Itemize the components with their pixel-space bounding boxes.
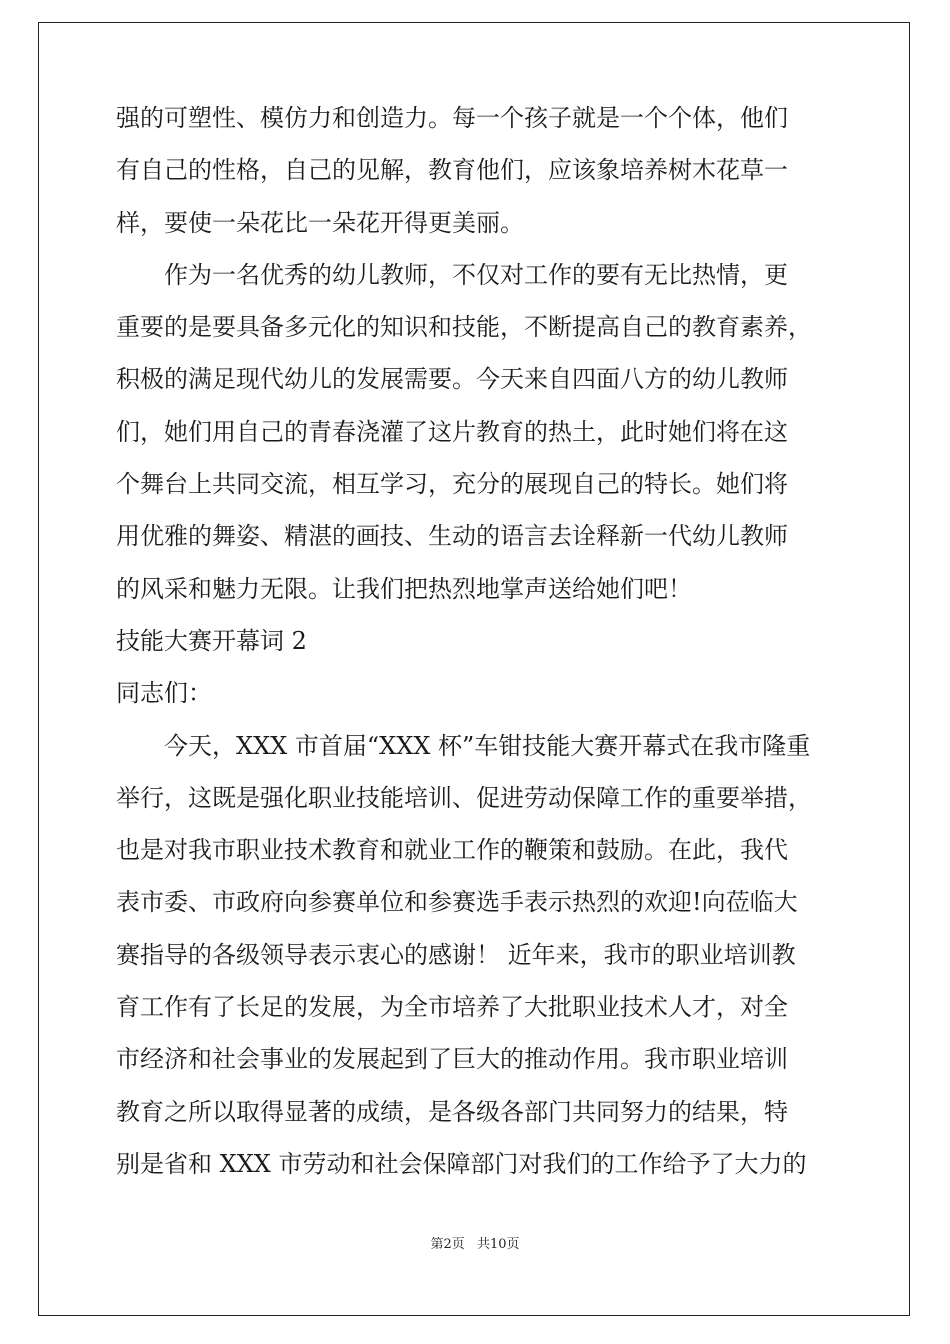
text-line: 用优雅的舞姿、精湛的画技、生动的语言去诠释新一代幼儿教师 [116,522,788,551]
document-body [116,96,836,1194]
page-footer [0,1233,950,1252]
text-line: 同志们： [116,679,212,708]
text-line: 赛指导的各级领导表示衷心的感谢！ 近年来，我市的职业培训教 [116,940,796,969]
text-line: 市经济和社会事业的发展起到了巨大的推动作用。我市职业培训 [116,1045,788,1074]
text-line: 表市委、市政府向参赛单位和参赛选手表示热烈的欢迎!向莅临大 [116,888,798,917]
text-line: 别是省和 XXX 市劳动和社会保障部门对我们的工作给予了大力的 [116,1149,807,1178]
page-total: 共10页 [476,1237,520,1252]
text-line: 有自己的性格，自己的见解，教育他们，应该象培养树木花草一 [116,156,788,185]
text-line: 们，她们用自己的青春浇灌了这片教育的热土，此时她们将在这 [116,417,788,446]
text-line: 举行，这既是强化职业技能培训、促进劳动保障工作的重要举措， [116,783,812,812]
text-line: 样，要使一朵花比一朵花开得更美丽。 [116,208,524,237]
text-line: 今天，XXX 市首届“XXX 杯”车钳技能大赛开幕式在我市隆重 [164,731,811,760]
page-number: 第2页 [430,1237,465,1252]
text-line: 积极的满足现代幼儿的发展需要。今天来自四面八方的幼儿教师 [116,365,788,394]
text-line: 教育之所以取得显著的成绩，是各级各部门共同努力的结果，特 [116,1097,788,1126]
text-line: 育工作有了长足的发展，为全市培养了大批职业技术人才，对全 [116,993,788,1022]
text-line: 的风采和魅力无限。让我们把热烈地掌声送给她们吧！ [116,574,692,603]
text-line: 技能大赛开幕词 2 [116,626,307,655]
text-line: 也是对我市职业技术教育和就业工作的鞭策和鼓励。在此，我代 [116,836,788,865]
text-line: 强的可塑性、模仿力和创造力。每一个孩子就是一个个体，他们 [116,104,788,132]
text-line: 个舞台上共同交流，相互学习，充分的展现自己的特长。她们将 [116,470,788,499]
text-line: 作为一名优秀的幼儿教师，不仅对工作的要有无比热情，更 [164,260,788,289]
text-line: 重要的是要具备多元化的知识和技能，不断提高自己的教育素养， [116,313,812,342]
